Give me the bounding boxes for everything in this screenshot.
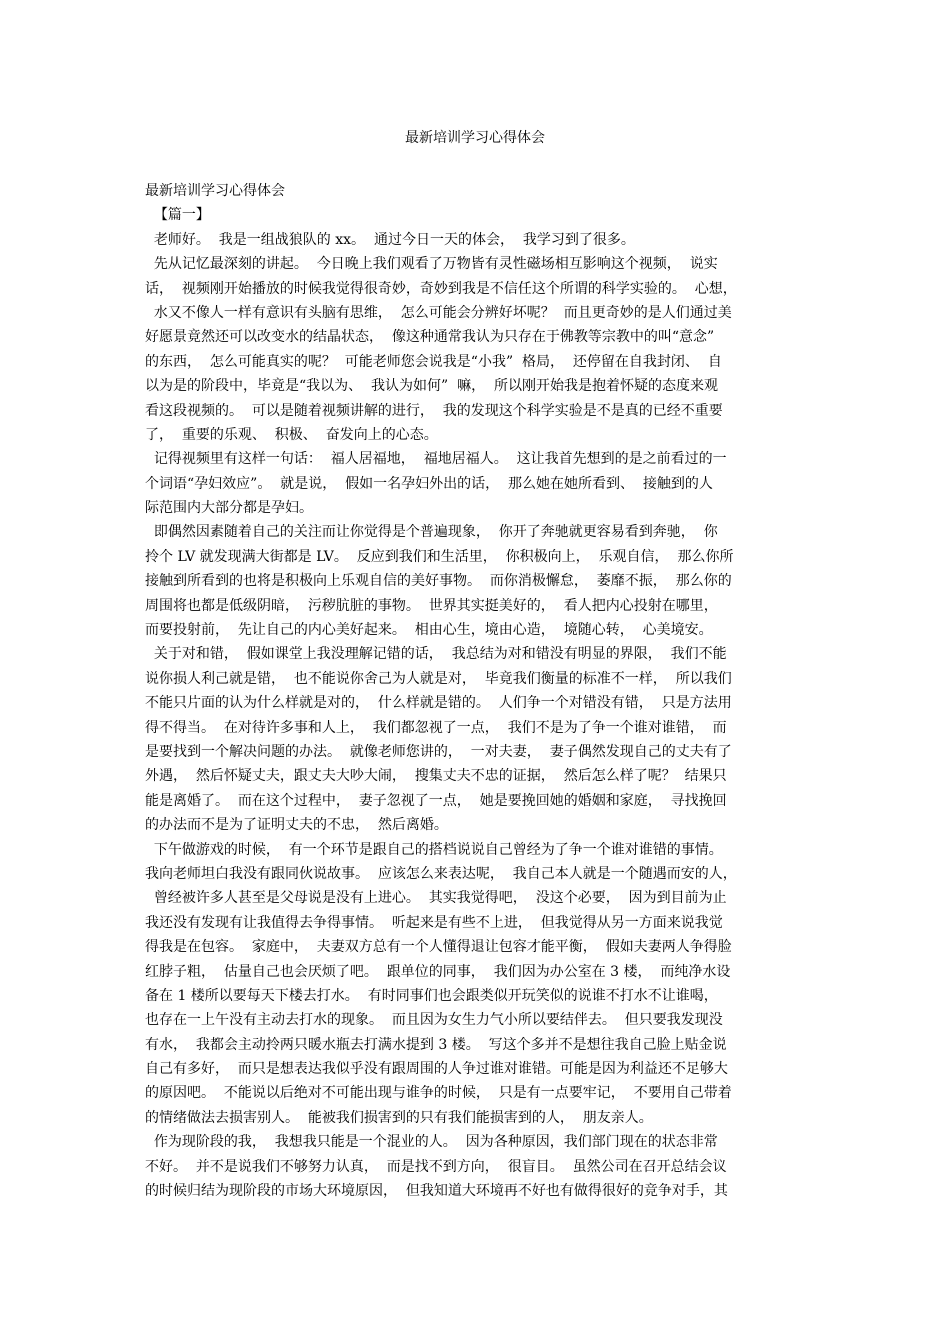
body-text-line: 说你损人利己就是错， 也不能说你舍己为人就是对， 毕竟我们衡量的标准不一样， 所以我们 <box>145 670 732 687</box>
body-text-line: 自己有多好， 而只是想表达我似乎没有跟周围的人争过谁对谁错。可能是因为利益还不足够大 <box>145 1061 728 1078</box>
body-text-line: 我向老师坦白我没有跟同伙说故事。 应该怎么来表达呢， 我自己本人就是一个随遇而安的人， <box>145 865 737 882</box>
body-text-line: 作为现阶段的我， 我想我只能是一个混业的人。 因为各种原因，我们部门现在的状态非常 <box>145 1134 718 1151</box>
body-text-line: 是要找到一个解决问题的办法。 就像老师您讲的， 一对夫妻， 妻子偶然发现自己的丈夫有了 <box>145 743 732 760</box>
body-text-line: 曾经被许多人甚至是父母说是没有上进心。 其实我觉得吧， 没这个必要， 因为到目前为止 <box>145 890 727 907</box>
body-text-line: 的办法而不是为了证明丈夫的不忠， 然后离婚。 <box>145 817 448 834</box>
body-text-line: 记得视频里有这样一句话： 福人居福地， 福地居福人。 这让我首先想到的是之前看过的一 <box>145 451 727 468</box>
body-text-line: 外遇， 然后怀疑丈夫，跟丈夫大吵大闹， 搜集丈夫不忠的证据， 然后怎么样了呢？ 结果只 <box>145 768 727 785</box>
body-text-line: 得不得当。 在对待许多事和人上， 我们都忽视了一点， 我们不是为了争一个谁对谁错， 而 <box>145 719 727 736</box>
body-text-line: 接触到所看到的也将是积极向上乐观自信的美好事物。 而你消极懈怠， 萎靡不振， 那么你的 <box>145 573 732 590</box>
body-text-line: 下午做游戏的时候， 有一个环节是跟自己的搭档说说自己曾经为了争一个谁对谁错的事情。 <box>145 841 723 858</box>
body-text-line: 能是离婚了。 而在这个过程中， 妻子忽视了一点， 她是要挽回她的婚姻和家庭， 寻找挽回 <box>145 792 727 809</box>
body-text-line: 备在 1 楼所以要每天下楼去打水。 有时同事们也会跟类似开玩笑似的说谁不打水不让谁喝， <box>145 987 718 1004</box>
body-text-line: 看这段视频的。 可以是随着视频讲解的进行， 我的发现这个科学实验是不是真的已经不重要 <box>145 402 723 419</box>
body-text-line: 的时候归结为现阶段的市场大环境原因， 但我知道大环境再不好也有做得很好的竞争对手，其 <box>145 1183 728 1200</box>
body-text-line: 红脖子粗， 估量自己也会厌烦了吧。 跟单位的同事， 我们因为办公室在 3 楼， 而纯净水设 <box>145 963 731 980</box>
body-text-line: 际范围内大部分都是孕妇。 <box>145 500 313 517</box>
body-text-line: 有水， 我都会主动拎两只暖水瓶去打满水提到 3 楼。 写这个多并不是想往我自己脸上贴金说 <box>145 1036 727 1053</box>
body-text-line: 的情绪做法去损害别人。 能被我们损害到的只有我们能损害到的人， 朋友亲人。 <box>145 1109 653 1126</box>
body-text-line: 而要投射前， 先让自己的内心美好起来。 相由心生，境由心造， 境随心转， 心美境安。 <box>145 622 713 639</box>
body-text-line: 老师好。 我是一组战狼队的 xx。 通过今日一天的体会， 我学习到了很多。 <box>145 231 635 248</box>
body-text-line: 得我是在包容。 家庭中， 夫妻双方总有一个人懂得退让包容才能平衡， 假如夫妻两人争得脸 <box>145 939 732 956</box>
body-text-line: 也存在一上午没有主动去打水的现象。 而且因为女生力气小所以要结伴去。 但只要我发现没 <box>145 1012 723 1029</box>
document-body <box>145 179 809 1203</box>
body-text-line: 水又不像人一样有意识有头脑有思维， 怎么可能会分辨好坏呢？ 而且更奇妙的是人们通过美 <box>145 304 732 321</box>
body-text-line: 以为是的阶段中，毕竟是“我以为、 我认为如何” 嘛， 所以刚开始我是抱着怀疑的态度来观 <box>145 378 719 395</box>
body-text-line: 的东西， 怎么可能真实的呢？ 可能老师您会说我是“小我” 格局， 还停留在自我封闭、 自 <box>145 353 722 370</box>
body-text-line: 不能只片面的认为什么样就是对的， 什么样就是错的。 人们争一个对错没有错， 只是方法用 <box>145 695 732 712</box>
body-text-line: 的原因吧。 不能说以后绝对不可能出现与谁争的时候， 只是有一点要牢记， 不要用自己带着 <box>145 1085 732 1102</box>
body-text-line: 了， 重要的乐观、 积极、 奋发向上的心态。 <box>145 426 438 443</box>
body-text-line: 周围将也都是低级阴暗， 污秽肮脏的事物。 世界其实挺美好的， 看人把内心投射在哪里， <box>145 597 718 614</box>
body-text-line: 先从记忆最深刻的讲起。 今日晚上我们观看了万物皆有灵性磁场相互影响这个视频， 说实 <box>145 256 718 273</box>
body-text-line: 不好。 并不是说我们不够努力认真， 而是找不到方向， 很盲目。 虽然公司在召开总结会议 <box>145 1158 727 1175</box>
body-text-line: 好愿景竟然还可以改变水的结晶状态， 像这种通常我认为只存在于佛教等宗教中的叫“意念” <box>145 329 715 346</box>
body-text-line: 拎个 LV 就发现满大街都是 LV。 反应到我们和生活里， 你积极向上， 乐观自信， 那么你所 <box>145 548 734 565</box>
body-text-line: 关于对和错， 假如课堂上我没理解记错的话， 我总结为对和错没有明显的界限， 我们不能 <box>145 646 727 663</box>
body-text-line: 话， 视频刚开始播放的时候我觉得很奇妙，奇妙到我是不信任这个所谓的科学实验的。 心想， <box>145 280 737 297</box>
subsection-label: 【篇一】 <box>145 207 210 224</box>
section-heading: 最新培训学习心得体会 <box>145 183 285 199</box>
page-title: 最新培训学习心得体会 <box>405 130 545 146</box>
body-text-line: 即偶然因素随着自己的关注而让你觉得是个普遍现象， 你开了奔驰就更容易看到奔驰， 你 <box>145 524 718 541</box>
body-text-line: 个词语“孕妇效应”。 就是说， 假如一名孕妇外出的话， 那么她在她所看到、 接触到的人 <box>145 475 713 492</box>
body-text-line: 我还没有发现有让我值得去争得事情。 听起来是有些不上进， 但我觉得从另一方面来说我觉 <box>145 914 723 931</box>
